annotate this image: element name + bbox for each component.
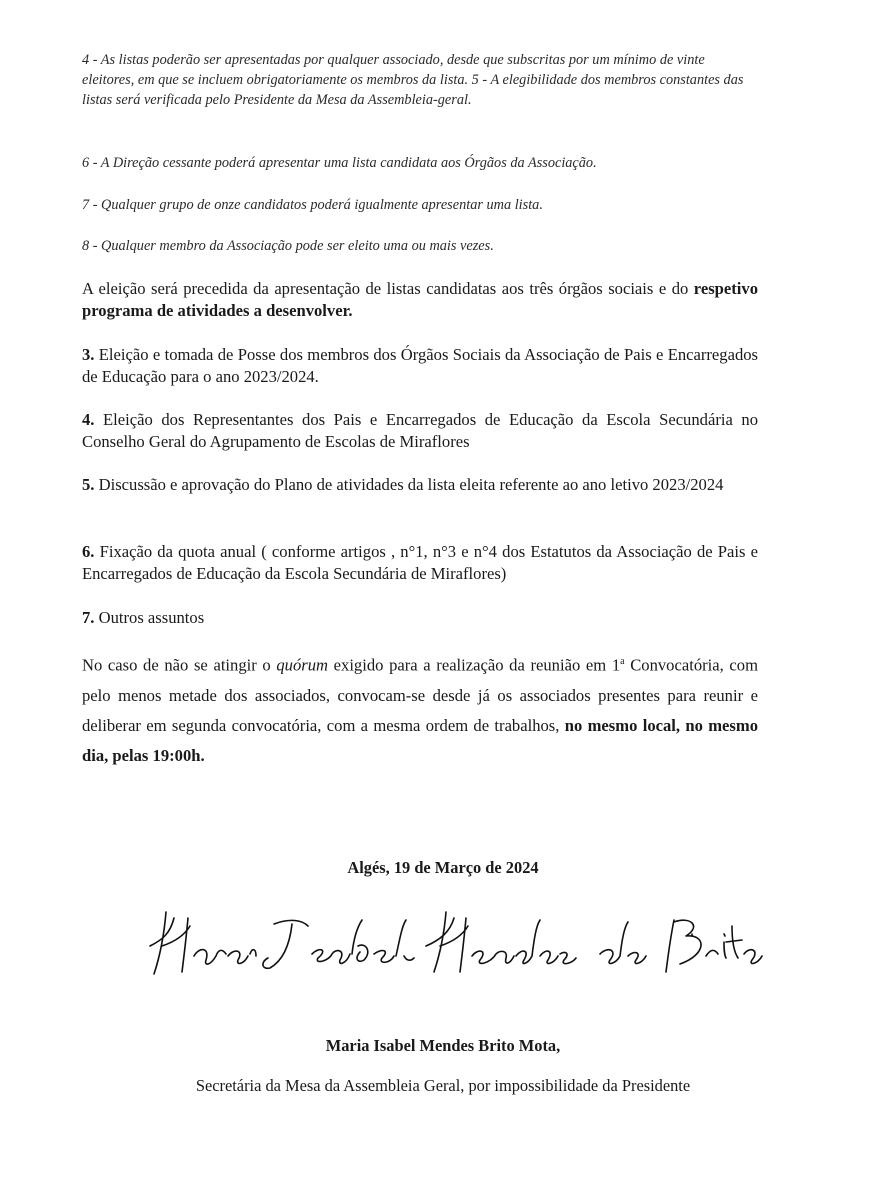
rule-6: 6 - A Direção cessante poderá apresentar uma lista candidata aos Órgãos da Associação. xyxy=(82,155,597,171)
election-note xyxy=(82,278,758,322)
quorum-paragraph xyxy=(82,647,758,771)
quorum-bold: no mesmo local, no mesmo dia, pelas 19:00h. xyxy=(82,715,758,765)
signatory-role: Secretária da Mesa da Assembleia Geral, por impossibilidade da Presidente xyxy=(195,1076,691,1095)
agenda-item-4 xyxy=(82,409,758,453)
agenda-item-3 xyxy=(82,344,758,388)
election-note-text: A eleição será precedida da apresentação de listas candidatas aos três órgãos sociais e do xyxy=(82,279,694,298)
agenda-item-number: 3. xyxy=(82,345,95,364)
agenda-item-number: 7. xyxy=(82,608,95,627)
agenda-item-text: Outros assuntos xyxy=(94,608,205,627)
agenda-item-number: 6. xyxy=(82,542,95,561)
election-note-bold: respetivo programa de atividades a desenvolver. xyxy=(82,279,758,320)
quorum-text-3: Convocatória, com pelo menos metade dos associados, convocam-se desde já os associados presentes para reunir e deliberar em segunda convocatória, com a mesma ordem de trabalhos, xyxy=(82,655,758,735)
handwritten-signature xyxy=(140,896,780,986)
place-date: Algés, 19 de Março de 2024 xyxy=(347,858,539,877)
quorum-superscript: a xyxy=(620,656,625,667)
signatory-name: Maria Isabel Mendes Brito Mota, xyxy=(325,1036,561,1055)
quorum-italic: quórum xyxy=(276,655,329,675)
agenda-item-5 xyxy=(82,474,758,496)
rule-4-5: 4 - As listas poderão ser apresentadas por qualquer associado, desde que subscritas por um mínimo de vinte eleitores, em que se incluem obrigatoriamente os membros da lista. 5 - A elegibilidade dos membros constantes das listas será verificada pelo Presidente da Mesa da Assembleia-geral. xyxy=(82,52,744,108)
rule-8: 8 - Qualquer membro da Associação pode ser eleito uma ou mais vezes. xyxy=(82,238,494,254)
agenda-item-number: 4. xyxy=(82,410,95,429)
agenda-item-text: Discussão e aprovação do Plano de atividades da lista eleita referente ao ano letivo 2023/2024 xyxy=(94,475,724,494)
agenda-item-6 xyxy=(82,541,758,585)
agenda-item-text: Fixação da quota anual ( conforme artigos , n°1, n°3 e n°4 dos Estatutos da Associação de Pais e Encarregados de Educação da Escola Secundária de Miraflores) xyxy=(82,542,758,583)
agenda-item-7 xyxy=(82,607,758,629)
agenda-item-number: 5. xyxy=(82,475,95,494)
rule-7: 7 - Qualquer grupo de onze candidatos poderá igualmente apresentar uma lista. xyxy=(82,197,543,213)
agenda-item-text: Eleição dos Representantes dos Pais e Encarregados de Educação da Escola Secundária no Conselho Geral do Agrupamento de Escolas de Miraflores xyxy=(82,410,758,451)
agenda-item-text: Eleição e tomada de Posse dos membros dos Órgãos Sociais da Associação de Pais e Encarregados de Educação para o ano 2023/2024. xyxy=(82,345,758,386)
quorum-text-1: No caso de não se atingir o xyxy=(82,655,277,675)
quorum-text-2: exigido para a realização da reunião em 1 xyxy=(328,655,621,675)
